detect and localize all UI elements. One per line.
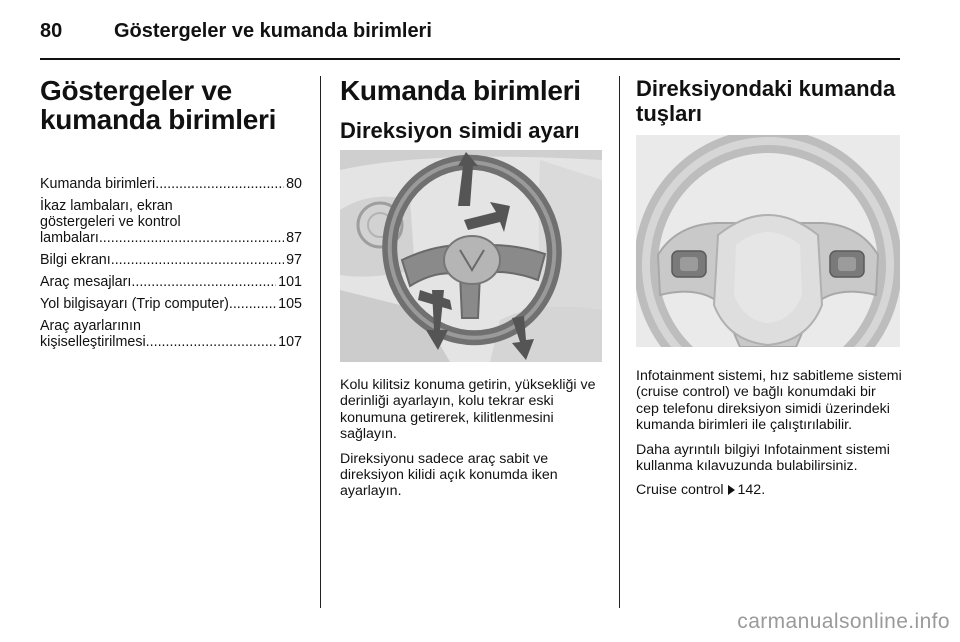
- toc-entry-line: [40, 230, 302, 246]
- toc-entry-page: 105: [278, 296, 302, 312]
- cruise-control-page[interactable]: 142.: [737, 482, 766, 499]
- cruise-control-label: Cruise control: [636, 482, 724, 499]
- toc-entry-title: Bilgi ekranı: [40, 252, 111, 268]
- steering-controls-paragraph-1: Infotainment sistemi, hız sabitleme sistemi (cruise control) ve bağlı konumdaki bir cep telefonu direksiyon simidi üzerindeki kumanda birimleri ile çalıştırılabilir.: [636, 368, 902, 434]
- steering-adjust-paragraph-1: Kolu kilitsiz konuma getirin, yüksekliği ve derinliği ayarlayın, kolu tekrar eski konumuna getirerek, kilitlenmesini sağlayın.: [340, 377, 596, 443]
- steering-adjust-text: [340, 377, 604, 508]
- toc-column: [40, 76, 302, 356]
- header-rule: [40, 58, 900, 60]
- column-divider-1: [320, 76, 321, 608]
- cruise-control-reference: [636, 482, 902, 498]
- steering-adjust-illustration: [340, 150, 602, 362]
- toc-entry-line: [40, 176, 302, 192]
- toc-entry-title: Kumanda birimleri: [40, 176, 156, 192]
- toc-entry-page: 80: [286, 176, 302, 192]
- running-title: Göstergeler ve kumanda birimleri: [114, 20, 432, 42]
- toc-entry-line: [40, 296, 302, 312]
- section-title: Kumanda birimleri: [340, 75, 581, 106]
- column-divider-2: [619, 76, 620, 608]
- toc-leader-dots: [146, 334, 276, 350]
- toc-entry[interactable]: [40, 274, 302, 290]
- page-header: [40, 16, 900, 60]
- chapter-title: [40, 76, 302, 134]
- steering-controls-text: [636, 368, 902, 507]
- subsection-title: Direksiyon simidi ayarı: [340, 118, 580, 143]
- toc-entry-title: kişiselleştirilmesi: [40, 334, 146, 350]
- toc-entry[interactable]: [40, 198, 302, 246]
- steering-controls-title-line-2: tuşları: [636, 101, 703, 126]
- table-of-contents: [40, 176, 302, 350]
- toc-leader-dots: [229, 296, 276, 312]
- steering-adjust-column: [340, 76, 602, 143]
- toc-entry-page: 107: [278, 334, 302, 350]
- toc-entry-line: [40, 274, 302, 290]
- toc-entry-page: 87: [286, 230, 302, 246]
- chapter-title-line-1: Göstergeler ve: [40, 75, 232, 106]
- steering-adjust-paragraph-2: Direksiyonu sadece araç sabit ve direksiyon kilidi açık konumda iken ayarlayın.: [340, 450, 558, 500]
- toc-entry-text: Araç ayarlarının: [40, 318, 141, 334]
- toc-entry[interactable]: [40, 296, 302, 312]
- toc-leader-dots: [111, 252, 284, 268]
- toc-entry-title: Araç mesajları: [40, 274, 132, 290]
- toc-leader-dots: [99, 230, 284, 246]
- toc-entry-page: 101: [278, 274, 302, 290]
- toc-entry[interactable]: [40, 252, 302, 268]
- toc-entry-page: 97: [286, 252, 302, 268]
- toc-entry-text: göstergeleri ve kontrol: [40, 214, 181, 230]
- toc-leader-dots: [131, 274, 276, 290]
- toc-entry[interactable]: [40, 318, 302, 350]
- toc-entry-title: Yol bilgisayarı (Trip computer): [40, 296, 229, 312]
- toc-entry-line: [40, 334, 302, 350]
- steering-controls-column: [636, 76, 900, 126]
- reference-arrow-icon: [728, 485, 735, 495]
- chapter-title-line-2: kumanda birimleri: [40, 104, 277, 135]
- toc-entry-line: [40, 252, 302, 268]
- watermark: carmanualsonline.info: [737, 610, 950, 633]
- steering-wheel-controls-illustration: [636, 135, 900, 347]
- page-number: 80: [40, 20, 63, 42]
- steering-controls-title-line-1: Direksiyondaki kumanda: [636, 76, 896, 101]
- steering-controls-title: [636, 76, 900, 126]
- toc-entry-text: İkaz lambaları, ekran: [40, 198, 173, 214]
- toc-leader-dots: [155, 176, 284, 192]
- toc-entry[interactable]: [40, 176, 302, 192]
- steering-controls-paragraph-2: Daha ayrıntılı bilgiyi Infotainment sistemi kullanma kılavuzunda bulabilirsiniz.: [636, 441, 890, 475]
- toc-entry-title: lambaları: [40, 230, 99, 246]
